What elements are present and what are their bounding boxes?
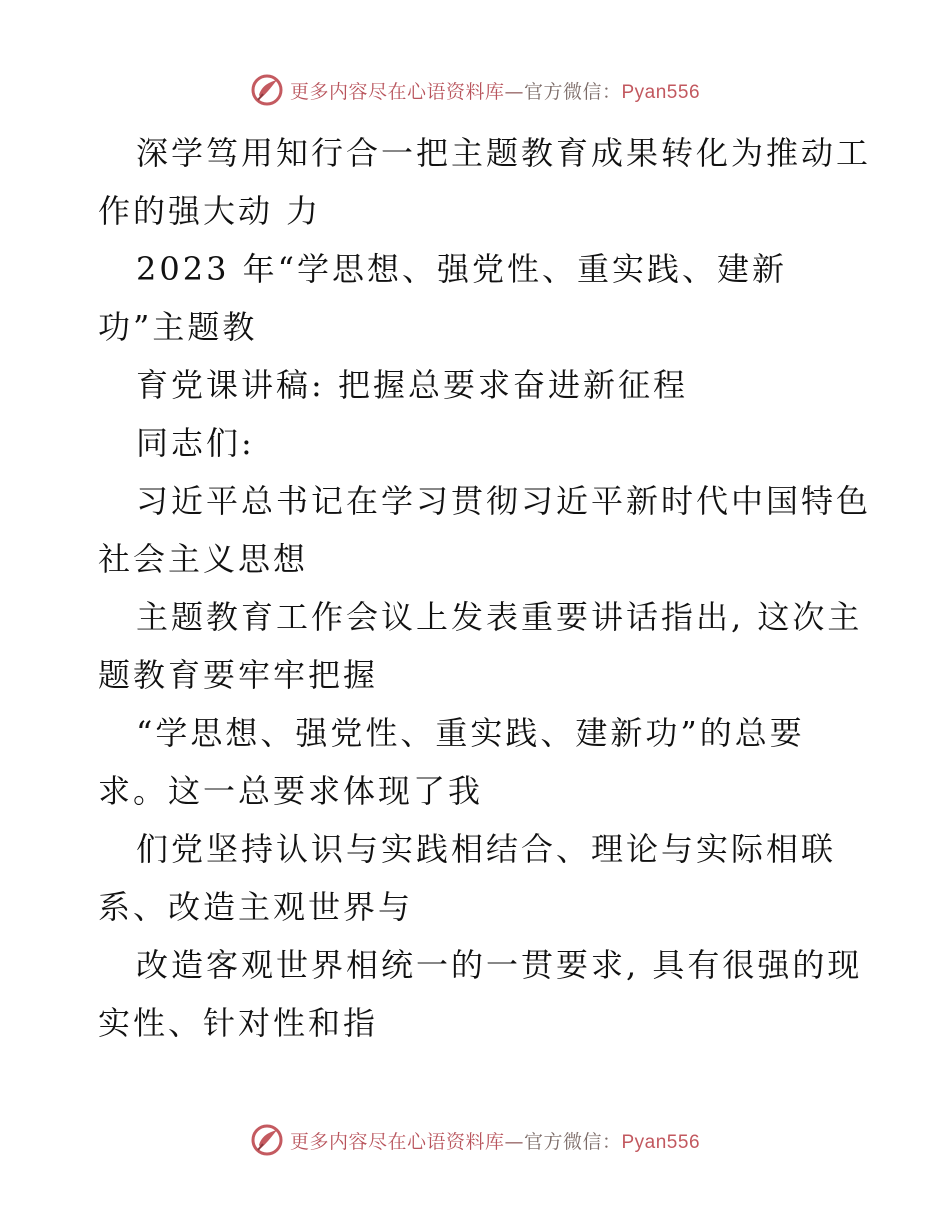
brand-logo-icon — [250, 73, 284, 107]
text-line: 求。这一总要求体现了我 — [98, 772, 484, 810]
text-line: 社会主义思想 — [98, 540, 309, 578]
banner-text: 更多内容尽在心语资料库—官方微信：Pyan556 — [289, 80, 701, 103]
text-line: 同志们: — [136, 424, 255, 462]
text-line: 育党课讲稿: 把握总要求奋进新征程 — [136, 366, 688, 404]
text-line: 系、改造主观世界与 — [98, 888, 414, 926]
text-line: 习近平总书记在学习贯彻习近平新时代中国特色 — [136, 482, 872, 520]
banner-text: 更多内容尽在心语资料库—官方微信：Pyan556 — [289, 1130, 701, 1153]
text-line: 深学笃用知行合一把主题教育成果转化为推动工 — [136, 134, 872, 172]
text-line: “学思想、强党性、重实践、建新功”的总要 — [136, 714, 805, 752]
text-line: 主题教育工作会议上发表重要讲话指出, 这次主 — [136, 598, 863, 636]
header-banner — [0, 70, 950, 110]
text-line: 改造客观世界相统一的一贯要求, 具有很强的现 — [136, 946, 863, 984]
text-line: 作的强大动 力 — [98, 192, 322, 230]
brand-logo-icon — [250, 1123, 284, 1157]
text-line: 2023 年“学思想、强党性、重实践、建新 — [136, 250, 787, 288]
text-line: 们党坚持认识与实践相结合、理论与实际相联 — [136, 830, 837, 868]
text-line: 题教育要牢牢把握 — [98, 656, 379, 694]
text-line: 实性、针对性和指 — [98, 1004, 379, 1042]
footer-banner — [0, 1120, 950, 1160]
text-line: 功”主题教 — [98, 308, 258, 346]
document-body — [98, 124, 872, 1052]
